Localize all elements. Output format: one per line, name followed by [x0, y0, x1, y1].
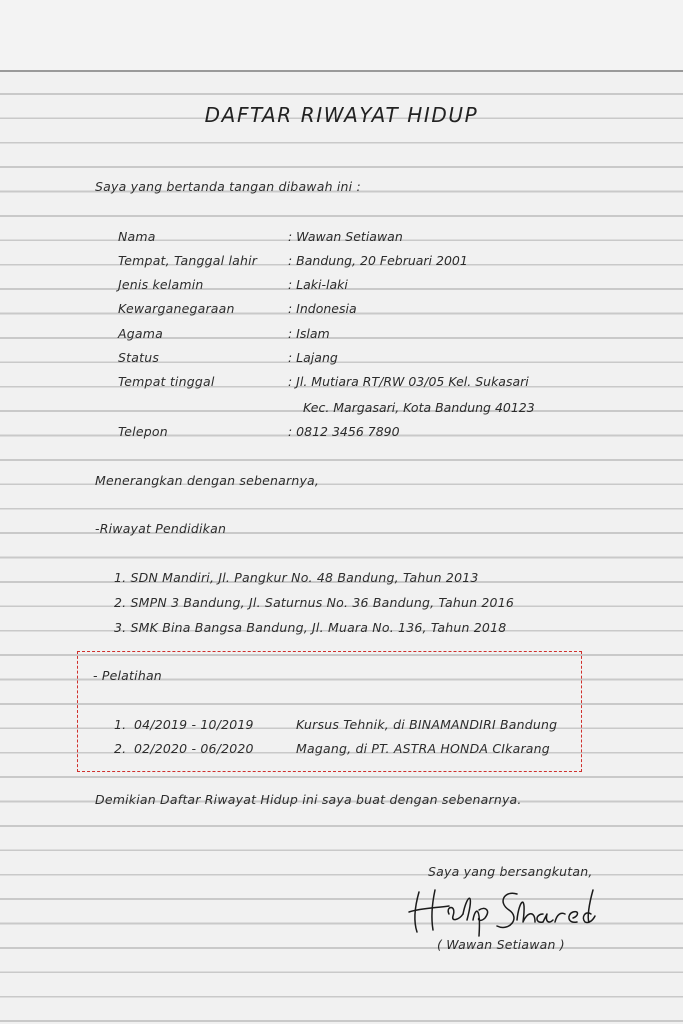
field-value-gender: : Laki-laki [288, 277, 348, 292]
field-value-phone: : 0812 3456 7890 [288, 424, 400, 439]
intro-text: Saya yang bertanda tangan dibawah ini : [95, 179, 361, 194]
statement-text: Menerangkan dengan sebenarnya, [95, 473, 320, 488]
signature-name: ( Wawan Setiawan ) [437, 937, 565, 952]
training-item-number: 1. [114, 717, 127, 732]
field-value-citizenship: : Indonesia [288, 301, 357, 316]
field-value-birth: : Bandung, 20 Februari 2001 [288, 253, 468, 268]
field-value-religion: : Islam [288, 326, 330, 341]
education-item: 1. SDN Mandiri, Jl. Pangkur No. 48 Bandung, Tahun 2013 [114, 570, 479, 585]
education-item: 3. SMK Bina Bangsa Bandung, Jl. Muara No. 136, Tahun 2018 [114, 620, 507, 635]
signature-caption: Saya yang bersangkutan, [428, 864, 593, 879]
education-item: 2. SMPN 3 Bandung, Jl. Saturnus No. 36 Bandung, Tahun 2016 [114, 595, 514, 610]
field-value-status: : Lajang [288, 350, 338, 365]
document-title: DAFTAR RIWAYAT HIDUP [204, 103, 479, 127]
education-heading: -Riwayat Pendidikan [95, 521, 227, 536]
field-label-birth: Tempat, Tanggal lahir [118, 253, 258, 268]
field-label-name: Nama [118, 229, 156, 244]
field-value-address-line1: : Jl. Mutiara RT/RW 03/05 Kel. Sukasari [288, 374, 529, 389]
training-item-description: Magang, di PT. ASTRA HONDA CIkarang [296, 741, 550, 756]
training-item-number: 2. [114, 741, 127, 756]
field-label-status: Status [118, 350, 160, 365]
training-item-period: 04/2019 - 10/2019 [134, 717, 254, 732]
field-label-citizenship: Kewarganegaraan [118, 301, 235, 316]
field-label-religion: Agama [118, 326, 163, 341]
field-value-address-line2: Kec. Margasari, Kota Bandung 40123 [303, 400, 535, 415]
closing-text: Demikian Daftar Riwayat Hidup ini saya buat dengan sebenarnya. [95, 792, 522, 807]
training-item-period: 02/2020 - 06/2020 [134, 741, 254, 756]
field-label-gender: Jenis kelamin [118, 277, 204, 292]
training-heading: - Pelatihan [93, 668, 162, 683]
training-item-description: Kursus Tehnik, di BINAMANDIRI Bandung [296, 717, 558, 732]
field-label-address: Tempat tinggal [118, 374, 215, 389]
handwritten-signature-logo [405, 880, 605, 940]
paper-top-margin [0, 0, 683, 72]
field-label-phone: Telepon [118, 424, 168, 439]
field-value-name: : Wawan Setiawan [288, 229, 403, 244]
